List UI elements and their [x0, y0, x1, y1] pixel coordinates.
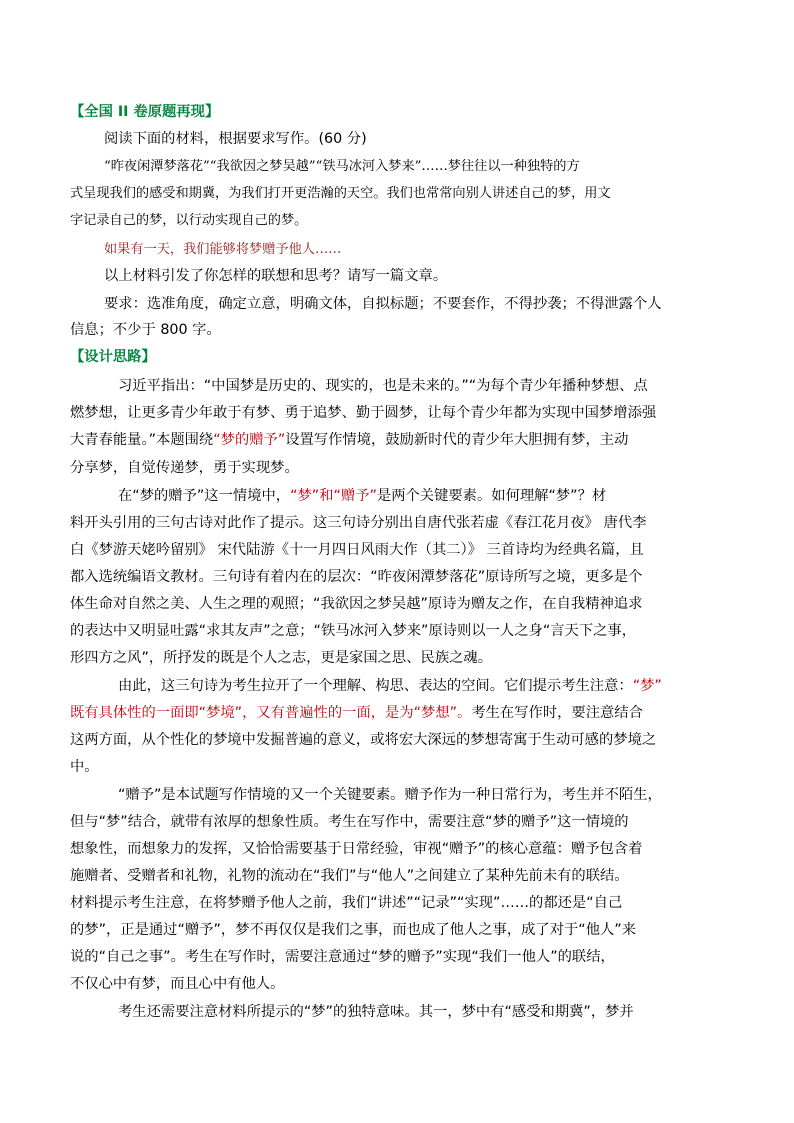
section-heading-design-idea: 【设计思路】 [70, 349, 156, 365]
highlighted-phrase: “梦的赠予” [213, 432, 286, 448]
paragraph-line: 施赠者、受赠者和礼物，礼物的流动在“我们”与“他人”之间建立了某种先前未有的联结。 [70, 868, 629, 884]
paragraph-line [118, 486, 606, 506]
paragraph-line: 材料提示考生注意，在将梦赠予他人之前，我们“讲述”“记录”“实现”……的都还是“自己 [70, 895, 623, 911]
prompt-line: 如果有一天，我们能够将梦赠予他人…… [104, 242, 342, 257]
paragraph-line [118, 676, 662, 696]
section-heading-original-question: 【全国 II 卷原题再现】 [70, 104, 220, 120]
paragraph-line: 说的“自己之事”。考生在写作时，需要注意通过“梦的赠予”实现“我们一他人”的联结， [70, 949, 615, 965]
paragraph-line: 的表达中又明显吐露“求其友声”之意；“铁马冰河入梦来”原诗则以一人之身“言天下之事， [70, 623, 637, 639]
paragraph-line: 燃梦想，让更多青少年敢于有梦、勇于追梦、勤于圆梦，让每个青少年都为实现中国梦增添强 [70, 405, 657, 421]
paragraph-line: 体生命对自然之美、人生之理的观照；“我欲因之梦吴越”原诗为赠友之作，在自我精神追求 [70, 596, 643, 612]
paragraph-line: 考生还需要注意材料所提示的“梦”的独特意味。其一，梦中有“感受和期冀”，梦并 [118, 1004, 634, 1020]
requirements-line: 信息；不少于 800 字。 [70, 322, 221, 338]
paragraph-text: 在“梦的赠予”这一情境中， [118, 488, 291, 504]
material-line: 式呈现我们的感受和期冀，为我们打开更浩瀚的天空。我们也常常向别人讲述自己的梦，用文 [70, 186, 611, 201]
paragraph-line: 的梦”，正是通过“赠予”，梦不再仅仅是我们之事，而也成了他人之事，成了对于“他人”来 [70, 922, 637, 938]
paragraph-line: 形四方之风”，所抒发的既是个人之志，更是家国之思、民族之魂。 [70, 650, 493, 666]
highlighted-phrase: “梦” [632, 678, 662, 694]
paragraph-line [70, 703, 643, 723]
paragraph-line: 白《梦游天姥吟留别》 宋代陆游《十一月四日风雨大作（其二）》 三首诗均为经典名篇，且 [70, 542, 644, 558]
paragraph-text: 大青春能量。”本题围绕 [70, 432, 214, 448]
paragraph-line: 料开头引用的三句古诗对此作了提示。这三句诗分别出自唐代张若虚《春江花月夜》 唐代李 [70, 515, 647, 531]
paragraph-text: 考生在写作时，要注意结合 [471, 705, 643, 721]
highlighted-phrase: 既有具体性的一面即“梦境”，又有普遍性的一面，是为“梦想”。 [70, 705, 472, 721]
material-line: “昨夜闲潭梦落花”“我欲因之梦吴越”“铁马冰河入梦来”……梦往往以一种独特的方 [104, 159, 580, 174]
instruction-line: 阅读下面的材料，根据要求写作。(60 分) [104, 131, 367, 147]
paragraph-line [70, 430, 628, 450]
question-line: 以上材料引发了你怎样的联想和思考？请写一篇文章。 [104, 268, 448, 284]
highlighted-phrase: “梦”和“赠予” [290, 488, 377, 504]
paragraph-line: 但与“梦”结合，就带有浓厚的想象性质。考生在写作中，需要注意“梦的赠予”这一情境的 [70, 814, 629, 830]
paragraph-line: 想象性，而想象力的发挥，又恰恰需要基于日常经验，审视“赠予”的核心意蕴：赠予包含着 [70, 841, 643, 857]
requirements-line: 要求：选准角度，确定立意，明确文体，自拟标题；不要套作，不得抄袭；不得泄露个人 [104, 296, 662, 312]
paragraph-line: 分享梦，自觉传递梦，勇于实现梦。 [70, 460, 299, 476]
paragraph-text: 是两个关键要素。如何理解“梦”？材 [376, 488, 607, 504]
paragraph-line: “赠予”是本试题写作情境的又一个关键要素。赠予作为一种日常行为，考生并不陌生， [118, 787, 662, 803]
paragraph-line: 都入选统编语文教材。三句诗有着内在的层次：“昨夜闲潭梦落花”原诗所写之境，更多是个 [70, 569, 643, 585]
paragraph-line: 习近平指出：“中国梦是历史的、现实的，也是未来的。”“为每个青少年播种梦想、点 [118, 378, 648, 394]
material-line: 字记录自己的梦，以行动实现自己的梦。 [70, 213, 308, 228]
paragraph-text: 设置写作情境，鼓励新时代的青少年大胆拥有梦，主动 [285, 432, 629, 448]
paragraph-text: 由此，这三句诗为考生拉开了一个理解、构思、表达的空间。它们提示考生注意： [118, 678, 633, 694]
paragraph-line: 中。 [70, 759, 99, 775]
paragraph-line: 不仅心中有梦，而且心中有他人。 [70, 976, 285, 992]
paragraph-line: 这两方面，从个性化的梦境中发掘普遍的意义，或将宏大深远的梦想寄寓于生动可感的梦境之 [70, 732, 657, 748]
